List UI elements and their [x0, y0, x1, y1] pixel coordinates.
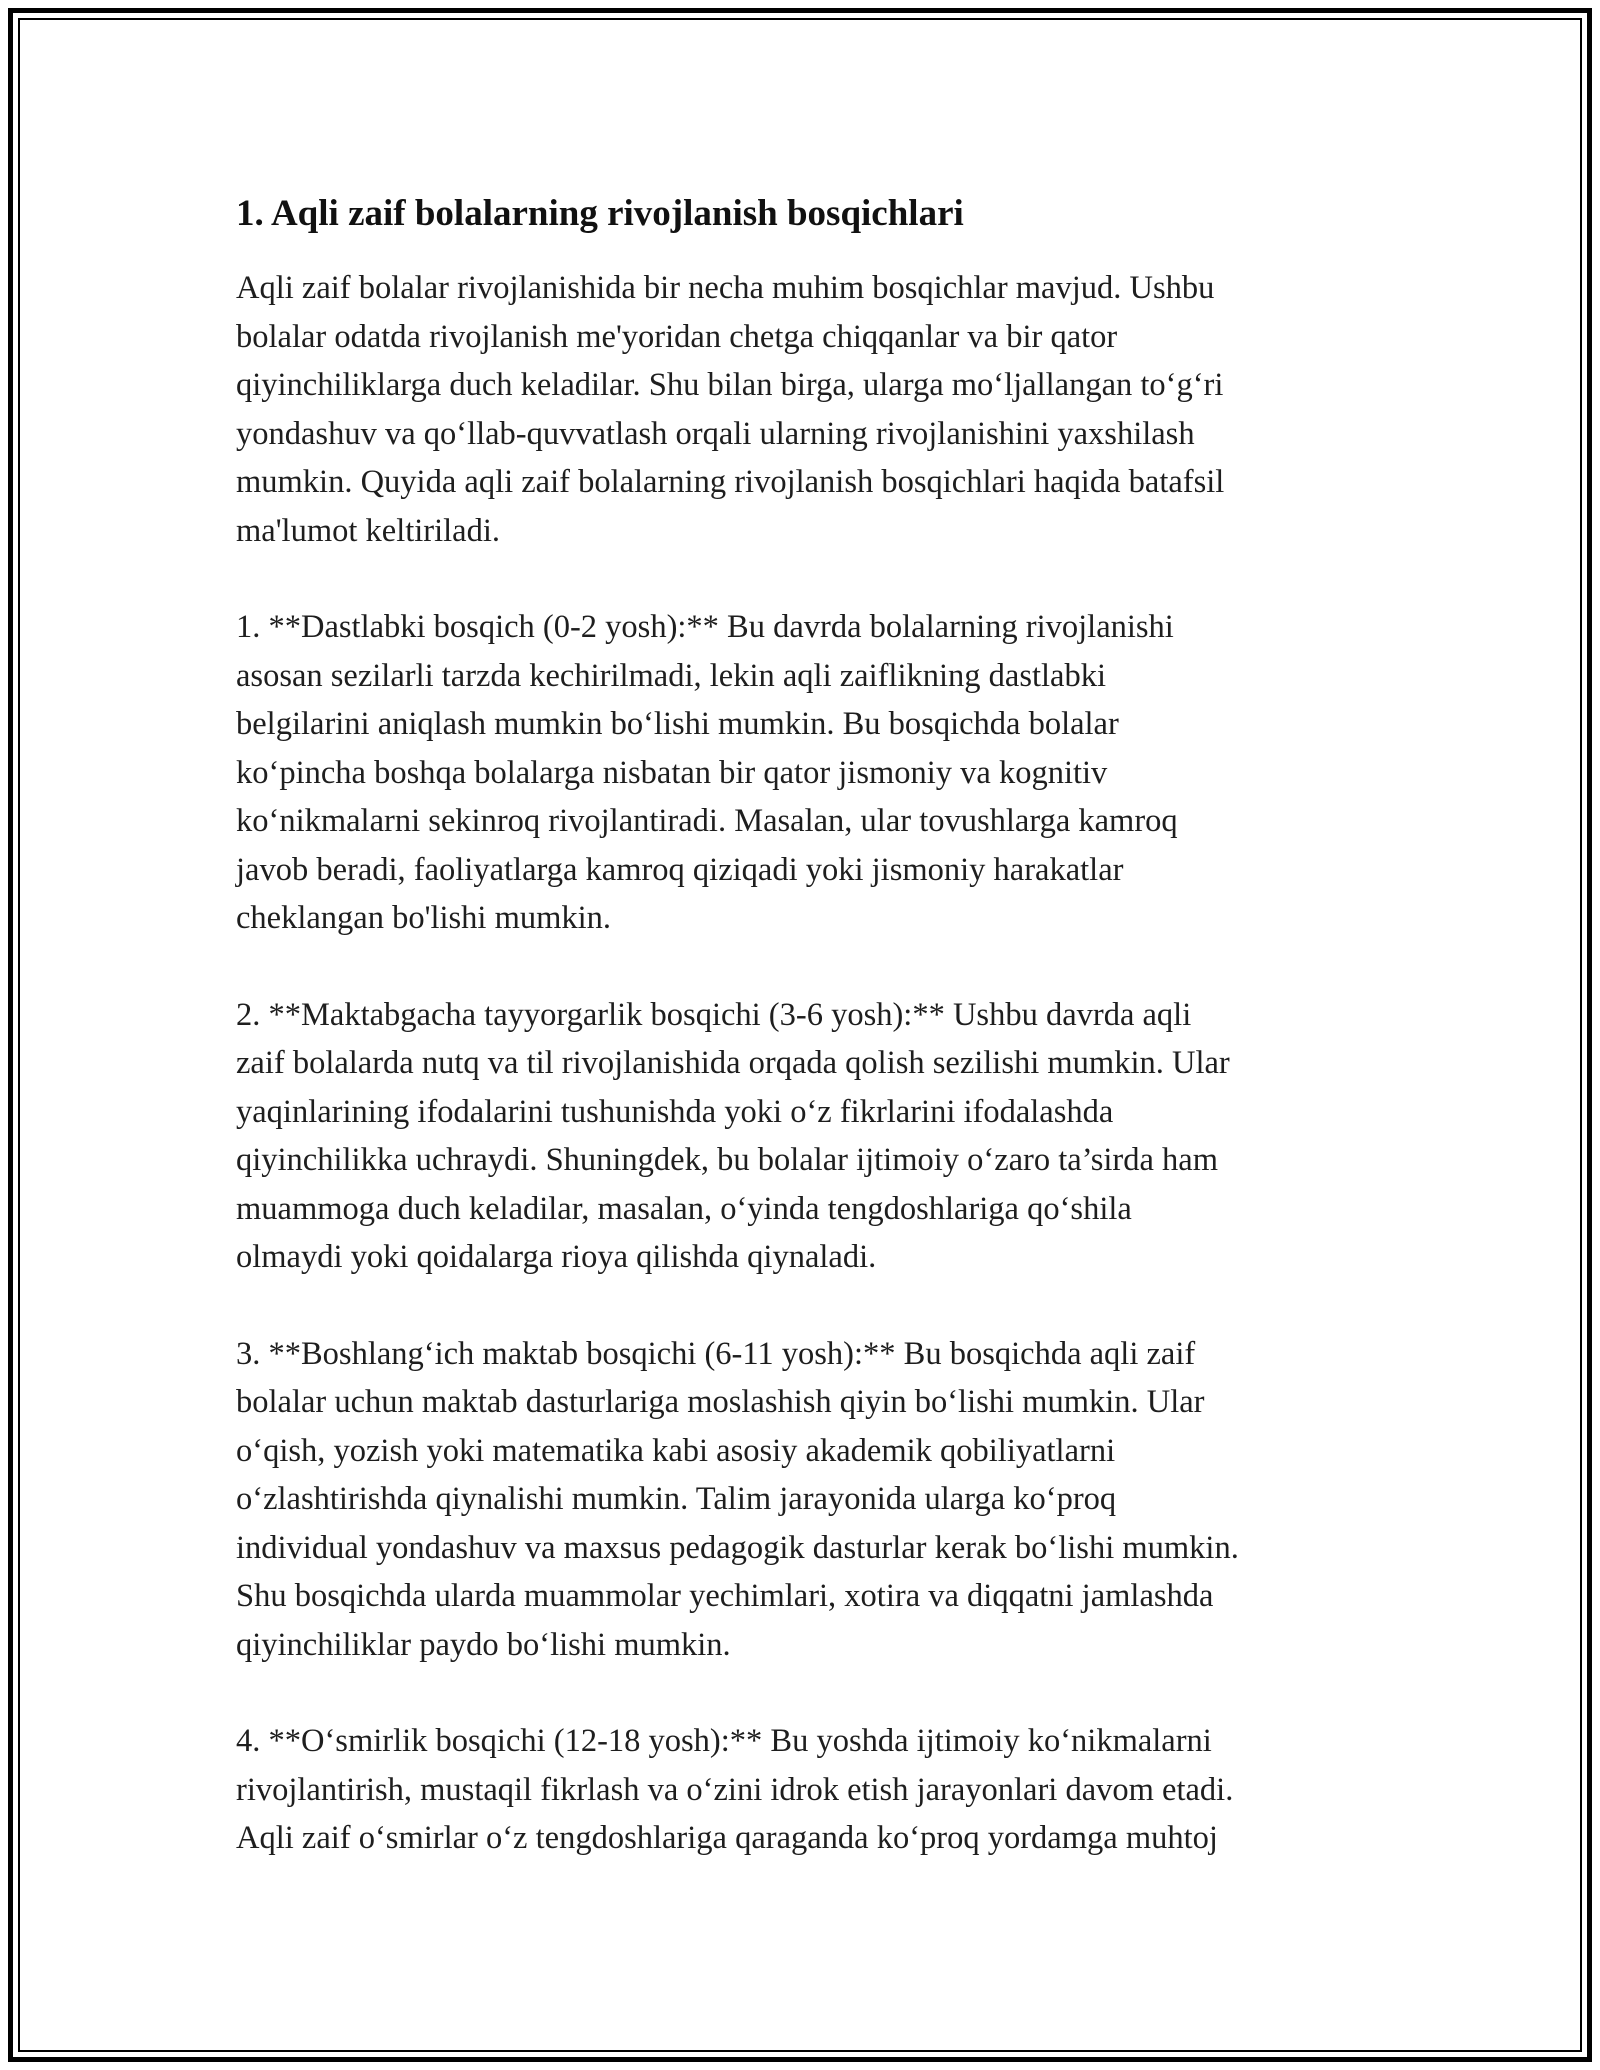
intro-paragraph: Aqli zaif bolalar rivojlanishida bir necha muhim bosqichlar mavjud. Ushbu bolalar odatda rivojlanish me'yoridan chetga chiqqanlar va bir qator qiyinchiliklarga duch keladilar. Shu bilan birga, ularga mo‘ljallangan to‘g‘ri yondashuv va qo‘llab-quvvatlash orqali ularning rivojlanishini yaxshilash mumkin. Quyida aqli zaif bolalarning rivojlanish bosqichlari haqida batafsil ma'lumot keltiriladi. — [236, 270, 1225, 549]
stage-4-paragraph: 4. **O‘smirlik bosqichi (12-18 yosh):** Bu yoshda ijtimoiy ko‘nikmalarni rivojlantirish, mustaqil fikrlash va o‘zini idrok etish jarayonlari davom etadi. Aqli zaif o‘smirlar o‘z tengdoshlariga qaraganda ko‘proq yordamga muhtoj — [236, 1723, 1234, 1856]
stage-3-paragraph: 3. **Boshlang‘ich maktab bosqichi (6-11 yosh):** Bu bosqichda aqli zaif bolalar uchun maktab dasturlariga moslashish qiyin bo‘lishi mumkin. Ular o‘qish, yozish yoki matematika kabi asosiy akademik qobiliyatlarni o‘zlashtirishda qiynalishi mumkin. Talim jarayonida ularga ko‘proq individual yondashuv va maxsus pedagogik dasturlar kerak bo‘lishi mumkin. Shu bosqichda ularda muammolar yechimlari, xotira va diqqatni jamlashda qiyinchiliklar paydo bo‘lishi mumkin. — [236, 1335, 1239, 1663]
document-body — [236, 186, 1386, 1911]
section-heading: 1. Aqli zaif bolalarning rivojlanish bosqichlari — [236, 193, 964, 234]
stage-1-paragraph: 1. **Dastlabki bosqich (0-2 yosh):** Bu davrda bolalarning rivojlanishi asosan sezilarli tarzda kechirilmadi, lekin aqli zaiflikning dastlabki belgilarini aniqlash mumkin bo‘lishi mumkin. Bu bosqichda bolalar ko‘pincha boshqa bolalarga nisbatan bir qator jismoniy va kognitiv ko‘nikmalarni sekinroq rivojlantiradi. Masalan, ular tovushlarga kamroq javob beradi, faoliyatlarga kamroq qiziqadi yoki jismoniy harakatlar cheklangan bo'lishi mumkin. — [236, 609, 1178, 936]
stage-2-paragraph: 2. **Maktabgacha tayyorgarlik bosqichi (3-6 yosh):** Ushbu davrda aqli zaif bolalarda nutq va til rivojlanishida orqada qolish sezilishi mumkin. Ular yaqinlarining ifodalarini tushunishda yoki o‘z fikrlarini ifodalashda qiyinchilikka uchraydi. Shuningdek, bu bolalar ijtimoiy o‘zaro ta’sirda ham muammoga duch keladilar, masalan, o‘yinda tengdoshlariga qo‘shila olmaydi yoki qoidalarga rioya qilishda qiynaladi. — [236, 996, 1230, 1275]
